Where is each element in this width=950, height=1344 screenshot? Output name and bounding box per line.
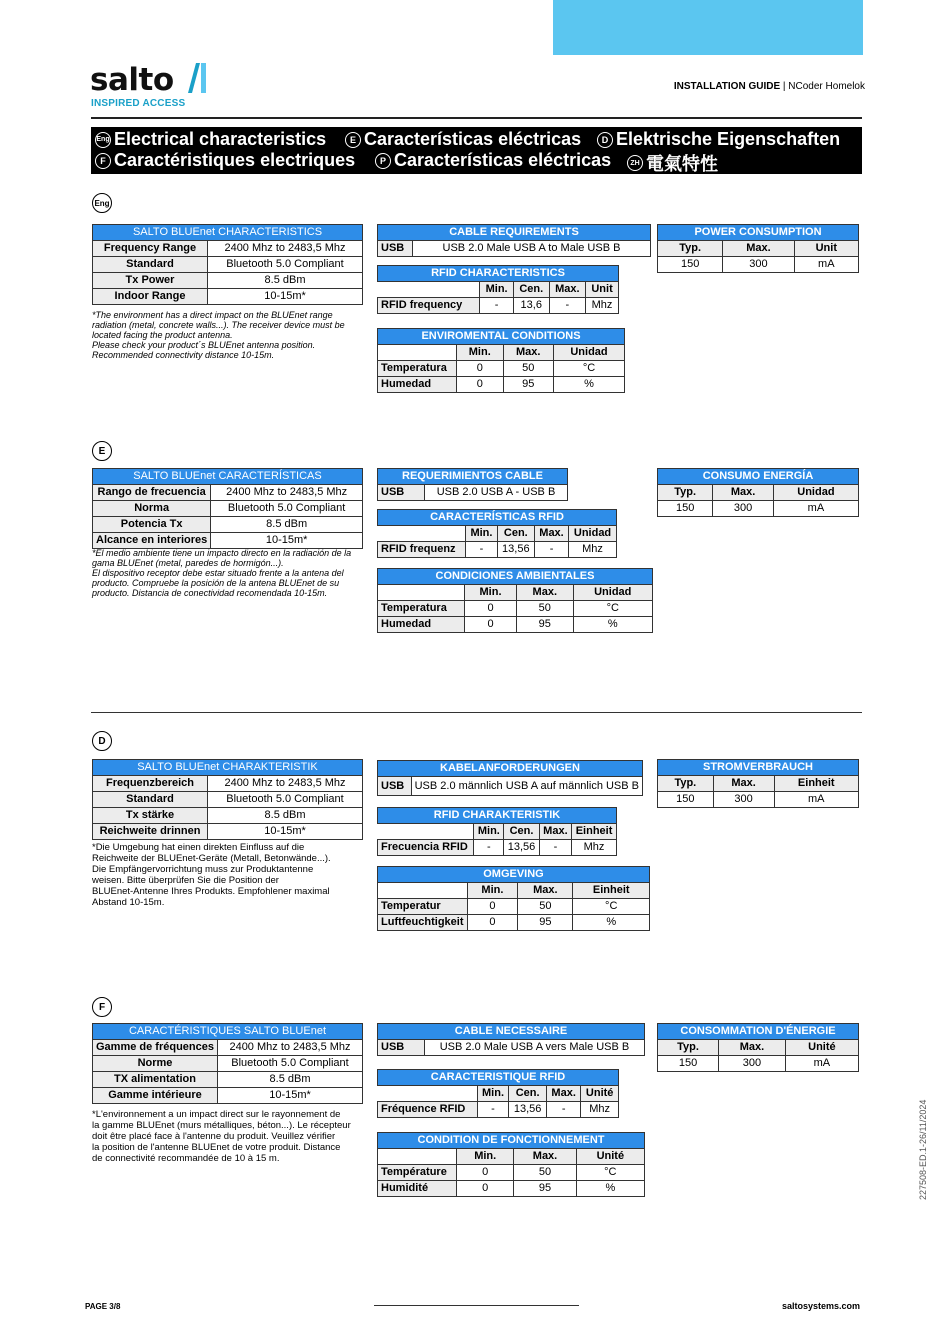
table-cell-value: 150 [658, 792, 714, 808]
banner-title-pt [375, 150, 611, 171]
table-col-header: Unidad [573, 585, 652, 601]
table-cell-value: % [576, 1181, 644, 1197]
table-title: RFID CHARACTERISTICS [378, 266, 619, 282]
section-badge-es: E [92, 441, 112, 461]
table-col-header: Unité [785, 1040, 858, 1056]
banner-title-en-text: Electrical characteristics [114, 129, 327, 149]
table-title: STROMVERBRAUCH [658, 760, 859, 776]
table-cell-value: 300 [713, 792, 774, 808]
table-title: SALTO BLUEnet CHARAKTERISTIK [93, 760, 363, 776]
table-col-header: Max. [518, 883, 573, 899]
bluenet-table-es [92, 468, 363, 549]
note-line: producto. Distancia de conectividad recomendada 10-15m. [92, 588, 328, 598]
env-table-fr [377, 1132, 645, 1197]
table-col-header: Unité [576, 1149, 644, 1165]
table-cell-value: - [466, 542, 497, 558]
table-col-header: Typ. [658, 1040, 719, 1056]
note-line: doit être placé face à l'antenne du produit. Veuillez vérifier [92, 1131, 336, 1142]
table-cell-value: 8.5 dBm [208, 808, 363, 824]
table-cell-value: 10-15m* [208, 289, 363, 305]
table-cell-value: - [539, 840, 571, 856]
table-cell-label: Gamme de fréquences [93, 1040, 218, 1056]
table-col-header: Unidad [569, 526, 617, 542]
table-col-header: Max. [514, 1149, 576, 1165]
power-table-en [657, 224, 859, 273]
table-col-header: Cen. [509, 1086, 547, 1102]
table-cell-value: % [573, 617, 652, 633]
table-cell-value: 13,56 [497, 542, 534, 558]
banner-title-zh-text: 電氣特性 [646, 154, 718, 174]
table-col-header: Max. [503, 345, 553, 361]
table-col-header: Min. [465, 585, 517, 601]
table-cell-label: Frequenzbereich [93, 776, 208, 792]
table-cell-value: 150 [658, 257, 723, 273]
table-cell-value: 8.5 dBm [208, 273, 363, 289]
note-line: *L'environnement a un impact direct sur le rayonnement de [92, 1109, 341, 1120]
note-line: Recommended connectivity distance 10-15m. [92, 350, 275, 360]
table-title: REQUERIMIENTOS CABLE [378, 469, 568, 485]
table-col-header: Einheit [573, 883, 650, 899]
table-cell-value: Mhz [581, 1102, 619, 1118]
guide-title [674, 81, 865, 92]
power-table-es [657, 468, 859, 517]
bluenet-table-en [92, 224, 363, 305]
table-cell-value: 300 [719, 1056, 786, 1072]
note-line: *Die Umgebung hat einen direkten Einfluss auf die [92, 842, 305, 853]
rfid-table-es [377, 509, 617, 558]
table-cell-label: Standard [93, 792, 208, 808]
table-col-header: Unit [794, 241, 858, 257]
table-col-header: Cen. [504, 824, 539, 840]
banner-title-es [345, 129, 581, 150]
note-line: weisen. Bitte überprüfen Sie die Position der [92, 875, 279, 886]
table-cell-value: 2400 Mhz to 2483,5 Mhz [218, 1040, 363, 1056]
power-table-fr [657, 1023, 859, 1072]
corner-accent-block [553, 0, 863, 55]
banner-title-en [95, 129, 326, 150]
table-cell-value: USB 2.0 männlich USB A auf männlich USB B [411, 777, 642, 796]
table-cell-value: Bluetooth 5.0 Compliant [208, 257, 363, 273]
table-col-header: Typ. [658, 241, 723, 257]
table-cell-label: RFID frequenz [378, 542, 466, 558]
table-cell-value: 10-15m* [208, 824, 363, 840]
table-cell-value: 95 [514, 1181, 576, 1197]
table-title: SALTO BLUEnet CHARACTERISTICS [93, 225, 363, 241]
table-title: CARACTERISTIQUE RFID [378, 1070, 619, 1086]
note-line: radiation (metal, concrete walls...). The receiver device must be [92, 320, 345, 330]
table-cell-value: 95 [517, 617, 573, 633]
table-cell-label: Alcance en interiores [93, 533, 211, 549]
table-cell-label: USB [378, 1040, 425, 1056]
section-badge-de: D [92, 731, 112, 751]
table-cell-value: Mhz [586, 298, 619, 314]
table-cell-empty [378, 585, 465, 601]
note-line: Abstand 10-15m. [92, 897, 165, 908]
banner-title-zh [627, 150, 718, 176]
table-cell-value: Bluetooth 5.0 Compliant [208, 792, 363, 808]
table-title: SALTO BLUEnet CARACTERÍSTICAS [93, 469, 363, 485]
table-cell-label: USB [378, 777, 412, 796]
table-cell-empty [378, 282, 480, 298]
table-cell-value: 13,6 [513, 298, 549, 314]
range-note-de [92, 842, 331, 908]
table-cell-empty [378, 883, 468, 899]
table-cell-value: mA [773, 501, 858, 517]
table-cell-label: Norma [93, 501, 211, 517]
table-col-header: Min. [457, 1149, 514, 1165]
table-cell-value: mA [785, 1056, 858, 1072]
note-line: El dispositivo receptor debe estar situado frente a la antena del [92, 568, 344, 578]
table-col-header: Einheit [572, 824, 617, 840]
title-banner [91, 127, 862, 174]
table-cell-empty [378, 1149, 457, 1165]
table-cell-label: Frequency Range [93, 241, 208, 257]
table-cell-label: USB [378, 485, 425, 501]
table-cell-label: Potencia Tx [93, 517, 211, 533]
table-cell-label: Rango de frecuencia [93, 485, 211, 501]
table-col-header: Min. [466, 526, 497, 542]
rfid-table-fr [377, 1069, 619, 1118]
table-cell-value: 300 [713, 501, 773, 517]
banner-title-de [597, 129, 840, 150]
table-cell-label: Temperatur [378, 899, 468, 915]
table-cell-value: - [474, 840, 504, 856]
document-id: 227508-ED.1-26/11/2024 [918, 1099, 928, 1200]
table-cell-label: Temperatura [378, 601, 465, 617]
table-cell-empty [378, 526, 466, 542]
table-col-header: Cen. [497, 526, 534, 542]
table-cell-value: % [553, 377, 624, 393]
website-link[interactable]: saltosystems.com [781, 1301, 860, 1311]
table-col-header: Min. [480, 282, 514, 298]
table-cell-value: - [535, 542, 569, 558]
table-title: RFID CHARAKTERISTIK [378, 808, 617, 824]
table-col-header: Max. [517, 585, 573, 601]
table-col-header: Max. [535, 526, 569, 542]
table-cell-label: Gamme intérieure [93, 1088, 218, 1104]
table-cell-value: 95 [503, 377, 553, 393]
table-col-header: Unidad [773, 485, 858, 501]
note-line: Die Empfängervorrichtung muss zur Produktantenne [92, 864, 314, 875]
table-cell-value: Mhz [569, 542, 617, 558]
table-cell-label: Norme [93, 1056, 218, 1072]
section-badge-fr: F [92, 997, 112, 1017]
table-cell-value: 0 [467, 899, 518, 915]
table-cell-label: Tx stärke [93, 808, 208, 824]
banner-title-fr [95, 150, 355, 171]
table-col-header: Min. [474, 824, 504, 840]
table-cell-value: mA [774, 792, 858, 808]
table-cell-label: Temperatura [378, 361, 457, 377]
table-cell-label: Fréquence RFID [378, 1102, 478, 1118]
table-cell-value: 95 [518, 915, 573, 931]
table-cell-value: 0 [465, 601, 517, 617]
lang-badge-es: E [345, 132, 361, 148]
table-cell-value: Bluetooth 5.0 Compliant [218, 1056, 363, 1072]
table-title: POWER CONSUMPTION [658, 225, 859, 241]
table-cell-value: 0 [467, 915, 518, 931]
table-cell-value: - [477, 1102, 509, 1118]
table-title: CARACTÉRISTIQUES SALTO BLUEnet [93, 1024, 363, 1040]
table-col-header: Min. [477, 1086, 509, 1102]
table-title: CONDITION DE FONCTIONNEMENT [378, 1133, 645, 1149]
table-cell-value: Bluetooth 5.0 Compliant [211, 501, 363, 517]
table-col-header: Max. [719, 1040, 786, 1056]
table-cell-value: 0 [457, 1165, 514, 1181]
table-cell-label: Température [378, 1165, 457, 1181]
bluenet-table-fr [92, 1023, 363, 1104]
table-cell-value: °C [573, 899, 650, 915]
table-cell-value: 150 [658, 501, 713, 517]
lang-badge-zh: ZH [627, 155, 643, 171]
table-cell-value: 50 [503, 361, 553, 377]
table-cell-value: 50 [518, 899, 573, 915]
table-cell-label: Luftfeuchtigkeit [378, 915, 468, 931]
table-title: CABLE REQUIREMENTS [378, 225, 651, 241]
table-cell-value: - [480, 298, 514, 314]
table-cell-value: 10-15m* [218, 1088, 363, 1104]
note-line: la gamme BLUEnet (murs métalliques, béton...). Le récepteur [92, 1120, 351, 1131]
note-line: producto. Compruebe la posición de la antena BLUEnet de su [92, 578, 340, 588]
section-badge-en: Eng [92, 193, 112, 213]
table-cell-value: % [573, 915, 650, 931]
table-cell-label: Tx Power [93, 273, 208, 289]
table-cell-value: 0 [465, 617, 517, 633]
table-cell-value: 150 [658, 1056, 719, 1072]
table-cell-value: °C [576, 1165, 644, 1181]
table-cell-label: Indoor Range [93, 289, 208, 305]
table-cell-label: TX alimentation [93, 1072, 218, 1088]
table-cell-value: °C [573, 601, 652, 617]
table-cell-label: Humedad [378, 617, 465, 633]
table-col-header: Max. [539, 824, 571, 840]
cable-table-fr [377, 1023, 645, 1056]
table-cell-value: 8.5 dBm [211, 517, 363, 533]
table-cell-value: USB 2.0 Male USB A vers Male USB B [425, 1040, 645, 1056]
table-cell-value: 300 [723, 257, 794, 273]
salto-logo-mark-icon [186, 63, 208, 93]
note-line: Please check your product´s BLUEnet antenna position. [92, 340, 316, 350]
cable-table-es [377, 468, 568, 501]
cable-table-en [377, 224, 651, 257]
note-line: de connectivité recommandée de 10 à 15 m. [92, 1153, 280, 1164]
table-title: KABELANFORDERUNGEN [378, 761, 643, 777]
table-col-header: Max. [547, 1086, 581, 1102]
power-table-de [657, 759, 859, 808]
note-line: Reichweite der BLUEnet-Geräte (Metall, Betonwände...). [92, 853, 331, 864]
lang-badge-pt: P [375, 153, 391, 169]
table-cell-value: 0 [457, 1181, 514, 1197]
cable-table-de [377, 760, 643, 796]
table-col-header: Max. [549, 282, 585, 298]
table-cell-value: 2400 Mhz to 2483,5 Mhz [208, 776, 363, 792]
table-title: CARACTERÍSTICAS RFID [378, 510, 617, 526]
lang-badge-de: D [597, 132, 613, 148]
table-title: CABLE NECESSAIRE [378, 1024, 645, 1040]
range-note-fr [92, 1109, 351, 1164]
table-col-header: Unité [581, 1086, 619, 1102]
table-title: CONSOMMATION D'ÉNERGIE [658, 1024, 859, 1040]
table-cell-value: 13,56 [509, 1102, 547, 1118]
table-cell-label: Humidité [378, 1181, 457, 1197]
table-cell-value: 50 [517, 601, 573, 617]
table-cell-label: Humedad [378, 377, 457, 393]
banner-title-es-text: Características eléctricas [364, 129, 582, 149]
table-col-header: Unidad [553, 345, 624, 361]
note-line: *El medio ambiente tiene un impacto directo en la radiación de la [92, 548, 352, 558]
env-table-es [377, 568, 653, 633]
banner-title-pt-text: Características eléctricas [394, 150, 612, 170]
table-col-header: Unit [586, 282, 619, 298]
table-col-header: Max. [713, 776, 774, 792]
table-cell-value: 0 [457, 361, 504, 377]
rfid-table-en [377, 265, 619, 314]
rfid-table-de [377, 807, 617, 856]
env-table-de [377, 866, 650, 931]
table-title: ENVIROMENTAL CONDITIONS [378, 329, 625, 345]
table-cell-value: - [549, 298, 585, 314]
table-cell-label: Frecuencia RFID [378, 840, 474, 856]
table-cell-value: 13,56 [504, 840, 539, 856]
table-col-header: Typ. [658, 485, 713, 501]
footer-divider [374, 1305, 579, 1306]
lang-badge-en: Eng [95, 132, 111, 148]
lang-badge-fr: F [95, 153, 111, 169]
table-cell-empty [378, 1086, 478, 1102]
table-cell-value: USB 2.0 Male USB A to Male USB B [413, 241, 651, 257]
banner-title-fr-text: Caractéristiques electriques [114, 150, 356, 170]
table-title: CONSUMO ENERGÍA [658, 469, 859, 485]
table-cell-label: RFID frequency [378, 298, 480, 314]
logo-tagline: INSPIRED ACCESS [91, 98, 186, 109]
table-cell-value: - [547, 1102, 581, 1118]
table-cell-value: mA [794, 257, 858, 273]
table-cell-value: 8.5 dBm [218, 1072, 363, 1088]
table-cell-label: Standard [93, 257, 208, 273]
table-col-header: Max. [723, 241, 794, 257]
table-col-header: Einheit [774, 776, 858, 792]
table-col-header: Typ. [658, 776, 714, 792]
table-cell-value: USB 2.0 USB A - USB B [425, 485, 568, 501]
table-cell-value: 0 [457, 377, 504, 393]
table-col-header: Cen. [513, 282, 549, 298]
env-table-en [377, 328, 625, 393]
section-divider [91, 712, 862, 713]
guide-title-bold: INSTALLATION GUIDE [673, 81, 781, 92]
table-col-header: Min. [467, 883, 518, 899]
salto-logo: salto [90, 62, 174, 98]
guide-title-product: | NCoder Homelok [780, 81, 865, 92]
table-cell-empty [378, 824, 474, 840]
header-divider [91, 117, 862, 119]
note-line: la position de l'antenne BLUEnet de votre produit. Distance [92, 1142, 341, 1153]
table-cell-value: Mhz [572, 840, 617, 856]
table-cell-value: 50 [514, 1165, 576, 1181]
table-col-header: Max. [713, 485, 773, 501]
table-col-header: Min. [457, 345, 504, 361]
range-note-en [92, 310, 345, 360]
table-title: CONDICIONES AMBIENTALES [378, 569, 653, 585]
bluenet-table-de [92, 759, 363, 840]
table-cell-label: USB [378, 241, 413, 257]
range-note-es [92, 548, 351, 598]
table-cell-value: 2400 Mhz to 2483,5 Mhz [211, 485, 363, 501]
note-line: *The environment has a direct impact on the BLUEnet range [92, 310, 333, 320]
note-line: BLUEnet-Antenne Ihres Produkts. Empfohlener maximal [92, 886, 330, 897]
table-title: OMGEVING [378, 867, 650, 883]
page-number: PAGE 3/8 [85, 1302, 121, 1311]
table-cell-label: Reichweite drinnen [93, 824, 208, 840]
table-cell-value: 2400 Mhz to 2483,5 Mhz [208, 241, 363, 257]
table-cell-value: °C [553, 361, 624, 377]
table-cell-empty [378, 345, 457, 361]
note-line: gama BLUEnet (metal, paredes de hormigón...). [92, 558, 284, 568]
banner-title-de-text: Elektrische Eigenschaften [616, 129, 841, 149]
note-line: located facing the product antenna. [92, 330, 233, 340]
table-cell-value: 10-15m* [211, 533, 363, 549]
